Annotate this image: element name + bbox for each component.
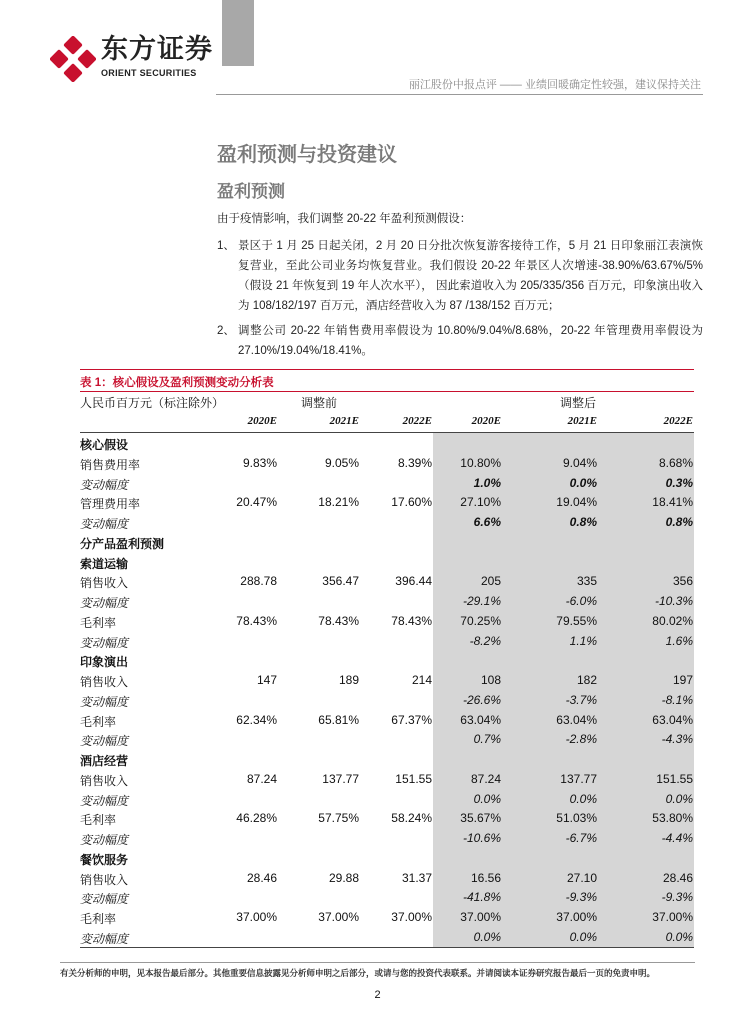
table-row: [0, 434, 755, 454]
cell-value: 78.43%: [236, 613, 277, 628]
row-label: 分产品盈利预测: [80, 536, 165, 551]
cell-value: 335: [576, 574, 597, 589]
cell-value: -8.1%: [661, 692, 693, 707]
cell-value: 0.0%: [473, 791, 501, 806]
cell-value: 182: [576, 673, 597, 687]
table-top-rule: [80, 369, 694, 370]
cell-value: -6.7%: [565, 831, 597, 845]
cell-value: 8.39%: [397, 455, 432, 470]
cell-value: 19.04%: [556, 495, 597, 510]
section-title: 盈利预测与投资建议: [217, 144, 397, 166]
paragraph-1: [217, 236, 703, 316]
cell-value: -3.7%: [565, 692, 597, 707]
cell-value: 17.60%: [391, 495, 432, 510]
cell-value: 356: [672, 574, 693, 589]
cell-value: -9.3%: [661, 890, 693, 905]
row-label: 毛利率: [80, 912, 117, 926]
row-label: 变动幅度: [80, 596, 129, 610]
cell-value: 189: [338, 673, 359, 687]
row-label: 变动幅度: [80, 517, 129, 531]
row-label: 餐饮服务: [80, 852, 129, 867]
cell-value: -10.6%: [462, 831, 501, 845]
page-number: 2: [374, 989, 381, 1001]
cell-value: -4.3%: [661, 732, 693, 747]
cell-value: 28.46: [662, 870, 693, 885]
company-name-cn: 东方证券: [101, 34, 213, 64]
table-row: [0, 869, 755, 889]
paragraph-number: 1、: [217, 240, 235, 252]
cell-value: -2.8%: [565, 732, 597, 747]
cell-value: 16.56: [470, 870, 501, 885]
table-row: [0, 632, 755, 652]
cell-value: 62.34%: [236, 712, 277, 727]
row-label: 毛利率: [80, 615, 117, 630]
cell-value: 0.3%: [665, 475, 693, 490]
cell-value: 151.55: [656, 771, 693, 786]
orient-securities-logo-icon: [50, 36, 96, 82]
cell-value: 37.00%: [652, 910, 693, 924]
cell-value: 51.03%: [556, 811, 597, 826]
cell-value: 1.0%: [473, 475, 501, 490]
cell-value: 0.0%: [569, 791, 597, 806]
table-row: [0, 711, 755, 731]
cell-value: 6.6%: [473, 515, 501, 529]
cell-value: 27.10: [566, 870, 597, 885]
cell-value: 65.81%: [318, 712, 359, 727]
row-label: 变动幅度: [80, 892, 129, 907]
row-label: 变动幅度: [80, 477, 129, 492]
cell-value: 63.04%: [652, 712, 693, 727]
cell-value: 396.44: [395, 574, 432, 589]
row-label: 毛利率: [80, 714, 117, 729]
table-row: [0, 454, 755, 474]
cell-value: 57.75%: [318, 811, 359, 826]
year-header: 2020E: [471, 415, 501, 427]
table-row: [0, 809, 755, 829]
row-label: 变动幅度: [80, 734, 129, 749]
cell-value: 9.05%: [324, 455, 359, 470]
row-label: 销售费用率: [80, 457, 141, 472]
cell-value: 53.80%: [652, 811, 693, 826]
table-row: [0, 553, 755, 573]
cell-value: 0.0%: [665, 791, 693, 806]
table-bottom-rule: [80, 947, 694, 948]
cell-value: -9.3%: [565, 890, 597, 905]
table-row: [0, 651, 755, 671]
cell-value: 197: [672, 673, 693, 687]
row-label: 销售收入: [80, 872, 129, 887]
before-adjust-label: 调整前: [301, 396, 338, 410]
table-row: [0, 908, 755, 928]
cell-value: 28.46: [246, 870, 277, 885]
cell-value: 80.02%: [652, 613, 693, 628]
cell-value: 78.43%: [391, 613, 432, 628]
cell-value: -26.6%: [462, 692, 501, 707]
sub-section-title: 盈利预测: [217, 182, 285, 201]
footer-disclaimer: 有关分析师的申明，见本报告最后部分。其他重要信息披露见分析师申明之后部分，或请与您的投资代表联系。并请阅读本证券研究报告最后一页的免责申明。: [60, 968, 656, 978]
cell-value: 1.6%: [665, 633, 693, 648]
cell-value: 1.1%: [569, 633, 597, 648]
cell-value: 20.47%: [236, 495, 277, 510]
cell-value: 9.83%: [242, 455, 277, 470]
row-label: 销售收入: [80, 675, 129, 689]
table-row: [0, 572, 755, 592]
table-row: [0, 592, 755, 612]
row-label: 销售收入: [80, 773, 129, 788]
unit-label: 人民币百万元（标注除外）: [80, 396, 225, 410]
year-header: 2021E: [567, 415, 597, 427]
cell-value: -4.4%: [661, 831, 693, 845]
company-name-en: ORIENT SECURITIES: [101, 68, 197, 78]
cell-value: 67.37%: [391, 712, 432, 727]
table-title-rule: [80, 391, 694, 392]
cell-value: 18.21%: [318, 495, 359, 510]
row-label: 变动幅度: [80, 635, 129, 650]
header-decor-block: [222, 0, 254, 66]
year-header: 2021E: [329, 415, 359, 427]
table-row: [0, 750, 755, 770]
cell-value: 0.8%: [569, 515, 597, 529]
cell-value: -6.0%: [565, 594, 597, 608]
cell-value: 35.67%: [460, 811, 501, 826]
row-label: 核心假设: [80, 438, 129, 452]
cell-value: 205: [480, 574, 501, 589]
row-label: 变动幅度: [80, 833, 129, 847]
cell-value: 0.0%: [569, 929, 597, 944]
cell-value: 356.47: [322, 574, 359, 589]
cell-value: 137.77: [322, 771, 359, 786]
cell-value: -29.1%: [462, 594, 501, 608]
year-header: 2022E: [663, 415, 693, 427]
cell-value: 46.28%: [236, 811, 277, 826]
cell-value: 31.37: [401, 870, 432, 885]
table-row: [0, 770, 755, 790]
cell-value: 58.24%: [391, 811, 432, 826]
cell-value: 27.10%: [460, 495, 501, 510]
table-row: [0, 474, 755, 494]
cell-value: 288.78: [240, 574, 277, 589]
row-label: 酒店经营: [80, 754, 129, 768]
table-row: [0, 888, 755, 908]
cell-value: 0.7%: [473, 732, 501, 747]
paragraph-text: 景区于 1 月 25 日起关闭，2 月 20 日分批次恢复游客接待工作，5 月 21 日印象丽江表演恢复营业，至此公司业务均恢复营业。我们假设 20-22 年景区人次增速-38.90%/63.67%/5%（假设 21 年恢复到 19 年人次水平）， 因此索道收入为 205/335/356 百万元，印象演出收入为 108/182/197 百万元，酒店经营收入为 87 /138/152 百万元；: [238, 240, 703, 312]
paragraph-2: [217, 321, 703, 361]
cell-value: 37.00%: [391, 910, 432, 924]
row-label: 管理费用率: [80, 497, 141, 512]
cell-value: 37.00%: [556, 910, 597, 924]
cell-value: 87.24: [470, 771, 501, 786]
table-row: [0, 829, 755, 849]
report-subtitle: 丽江股份中报点评 —— 业绩回暖确定性较强，建议保持关注: [408, 79, 701, 91]
row-label: 索道运输: [80, 556, 129, 571]
cell-value: 0.0%: [569, 475, 597, 490]
paragraph-text: 调整公司 20-22 年销售费用率假设为 10.80%/9.04%/8.68%，20-22 年管理费用率假设为 27.10%/19.04%/18.41%。: [238, 325, 703, 357]
cell-value: -8.2%: [469, 633, 501, 648]
cell-value: 0.0%: [473, 929, 501, 944]
table-row: [0, 612, 755, 632]
cell-value: 18.41%: [652, 495, 693, 510]
footer-divider: [60, 962, 695, 963]
cell-value: 214: [411, 673, 432, 687]
paragraph-number: 2、: [217, 325, 235, 337]
cell-value: 87.24: [246, 771, 277, 786]
cell-value: 37.00%: [236, 910, 277, 924]
header-rule: [80, 432, 694, 433]
row-label: 毛利率: [80, 813, 117, 828]
after-adjust-label: 调整后: [560, 396, 597, 410]
table-row: [0, 691, 755, 711]
cell-value: 108: [480, 673, 501, 687]
table-row: [0, 730, 755, 750]
table-row: [0, 849, 755, 869]
header-divider: [216, 94, 703, 95]
cell-value: 29.88: [328, 870, 359, 885]
cell-value: -41.8%: [462, 890, 501, 905]
table-title: 表 1：核心假设及盈利预测变动分析表: [80, 377, 274, 389]
cell-value: 0.0%: [665, 929, 693, 944]
table-row: [0, 493, 755, 513]
cell-value: 79.55%: [556, 613, 597, 628]
row-label: 变动幅度: [80, 694, 129, 709]
table-row: [0, 790, 755, 810]
row-label: 销售收入: [80, 576, 129, 591]
cell-value: 8.68%: [658, 455, 693, 470]
cell-value: 63.04%: [556, 712, 597, 727]
cell-value: 151.55: [395, 771, 432, 786]
year-header: 2022E: [402, 415, 432, 427]
cell-value: 9.04%: [562, 455, 597, 470]
row-label: 变动幅度: [80, 793, 129, 808]
cell-value: 78.43%: [318, 613, 359, 628]
row-label: 变动幅度: [80, 931, 129, 946]
year-header: 2020E: [247, 415, 277, 427]
table-row: [0, 671, 755, 691]
table-row: [0, 533, 755, 553]
cell-value: 10.80%: [460, 455, 501, 470]
cell-value: 37.00%: [460, 910, 501, 924]
cell-value: 37.00%: [318, 910, 359, 924]
table-row: [0, 513, 755, 533]
cell-value: 70.25%: [460, 613, 501, 628]
cell-value: -10.3%: [654, 594, 693, 608]
intro-text: 由于疫情影响，我们调整 20-22 年盈利预测假设：: [217, 213, 472, 225]
row-label: 印象演出: [80, 655, 129, 670]
cell-value: 137.77: [560, 771, 597, 786]
cell-value: 0.8%: [665, 515, 693, 529]
cell-value: 63.04%: [460, 712, 501, 727]
table-row: [0, 928, 755, 948]
cell-value: 147: [256, 673, 277, 687]
